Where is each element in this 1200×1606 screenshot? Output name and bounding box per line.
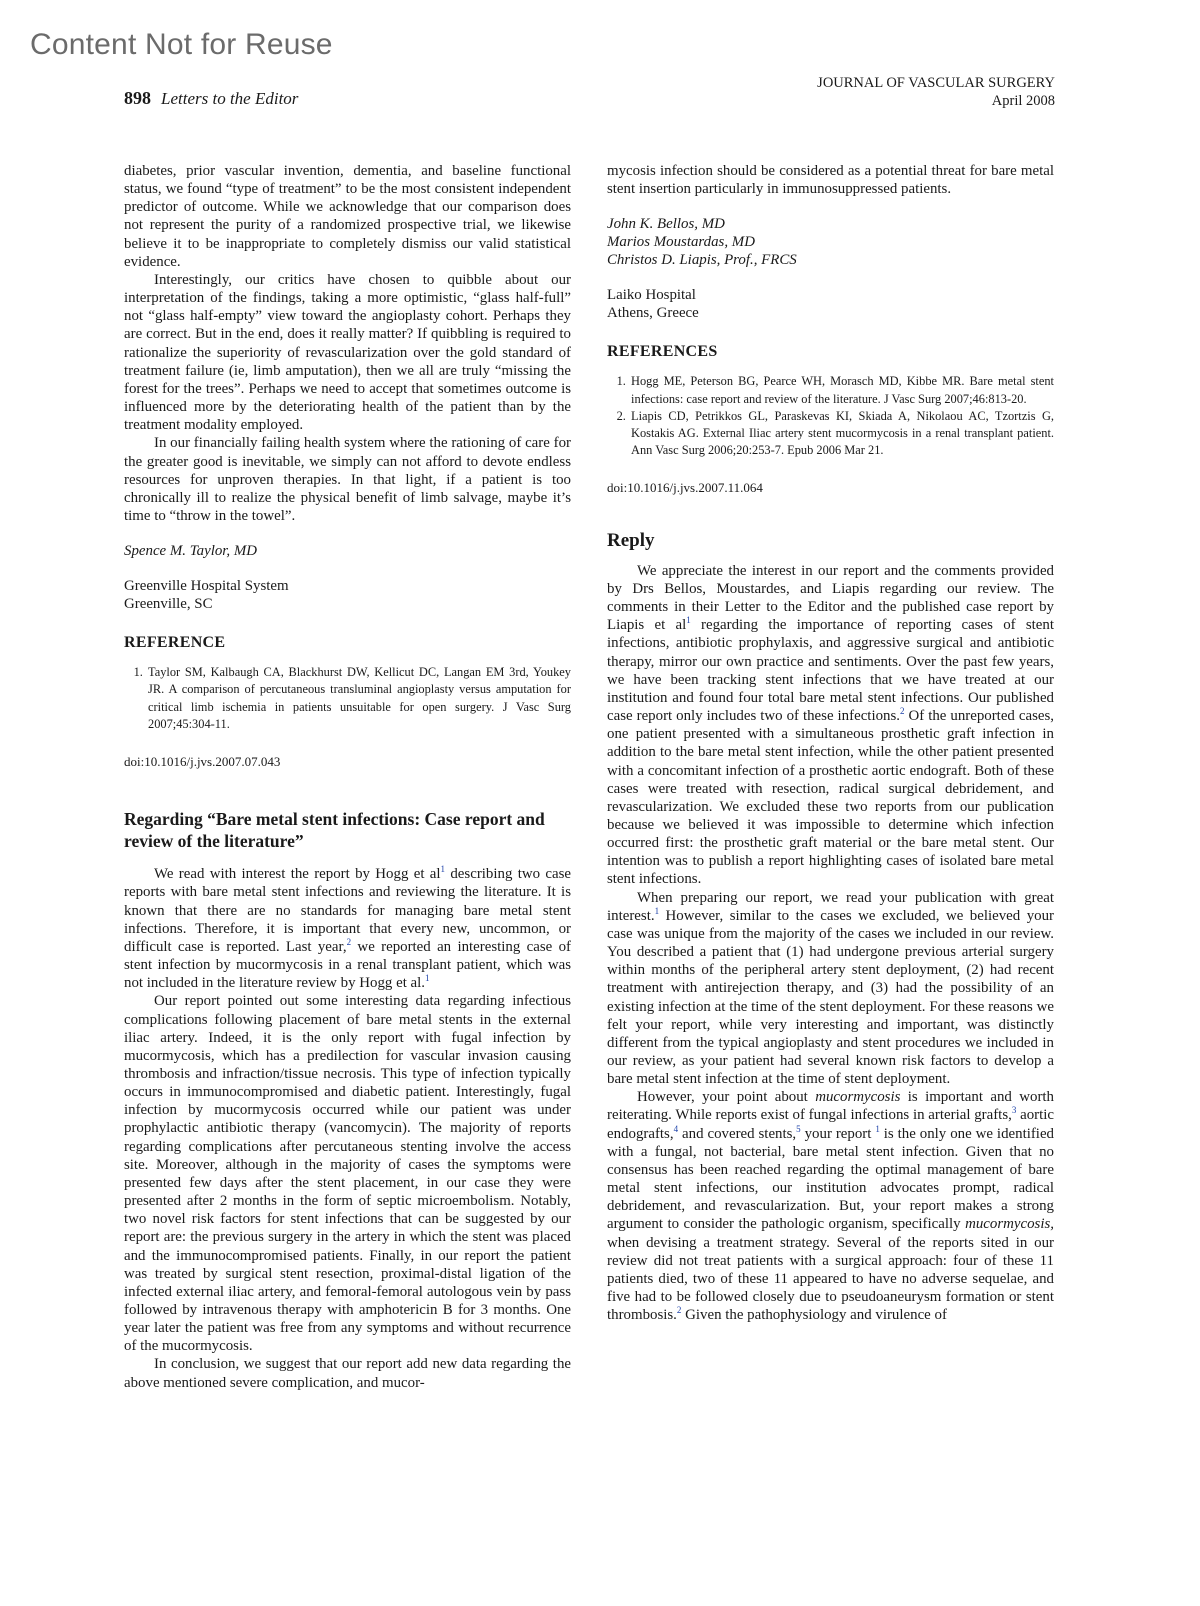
citation-link[interactable]: 1 <box>425 973 430 984</box>
citation-link[interactable]: 1 <box>440 864 446 875</box>
citation-link[interactable]: 3 <box>1011 1105 1017 1116</box>
watermark: Content Not for Reuse <box>30 28 333 61</box>
reference-item: 1. Hogg ME, Peterson BG, Pearce WH, Morasch MD, Kibbe MR. Bare metal stent infections: case report and review of the literature. J Vasc Surg 2007;46:813-20. <box>629 373 1054 407</box>
paragraph: In conclusion, we suggest that our report add new data regarding the above mentioned severe complication, and mucor- <box>124 1356 571 1391</box>
reference-item: 1. Taylor SM, Kalbaugh CA, Blackhurst DW, Kellicut DC, Langan EM 3rd, Youkey JR. A comparison of percutaneous transluminal angioplasty versus amputation for critical limb ischemia in patients unsuitable for open surgery. J Vasc Surg 2007;45:304-11. <box>146 664 571 733</box>
doi: doi:10.1016/j.jvs.2007.07.043 <box>124 754 281 770</box>
reply-heading: Reply <box>607 529 655 551</box>
citation-link[interactable]: 2 <box>676 1305 682 1316</box>
left-column <box>124 162 571 1392</box>
letter-title: Regarding “Bare metal stent infections: Case report and review of the literature” <box>124 809 545 852</box>
author-affiliation: Greenville Hospital System Greenville, SC <box>124 578 289 613</box>
running-header-left <box>124 88 298 109</box>
reference-heading: REFERENCE <box>124 634 226 652</box>
citation-link[interactable]: 1 <box>875 1123 880 1134</box>
paragraph: However, your point about mucormycosis is important and worth reiterating. While reports exist of fungal infections in arterial grafts,$^3$ aortic endografts,$^4$ and covered stents,$^5$ your report $^1$ is the only one we identified with a fungal, not bacterial, bare metal stent infection. Given that no consensus has been reached regarding the optimal management of bare metal stent infections, our institution advocates prompt, radical debridement, and revascularization. But, your report makes a strong argument to consider the pathologic organism, specifically mucormycosis, when devising a treatment strategy. Several of the reports sited in our review did not treat patients with a surgical approach: four of these 11 patients died, two of these 11 appeared to have no adverse sequelae, and five had to be followed closely due to pseudoaneurysm formation or stent thrombosis.$^2$ Given the pathophysiology and virulence of <box>607 1089 1054 1324</box>
citation-link[interactable]: 2 <box>900 706 905 717</box>
section-name: Letters to the Editor <box>161 89 299 108</box>
emphasis: mucormycosis <box>815 1089 901 1106</box>
citation-link[interactable]: 1 <box>654 905 660 916</box>
citation-link[interactable]: 4 <box>673 1123 679 1134</box>
journal-name: JOURNAL OF VASCULAR SURGERY <box>817 75 1055 91</box>
page-number: 898 <box>124 88 151 108</box>
paragraph: mycosis infection should be considered as a potential threat for bare metal stent insertion particularly in immunosuppressed patients. <box>607 163 1054 198</box>
paragraph: Our report pointed out some interesting data regarding infectious complications following placement of bare metal stents in the external iliac artery. Indeed, it is the only report with fugal infection by mucormycosis, which has a predilection for vascular invasion causing thrombosis and infraction/tissue necrosis. This type of infection typically occurs in immunocompromised and diabetic patient. Interestingly, fugal infection by mucormycosis occurred while our patient was under prophylactic antibiotic therapy (vancomycin). The majority of reports regarding complications after percutaneous stenting involve the access site. Moreover, although in the majority of cases the symptoms were presented few days after the stent placement, in our case they were presented after 2 months in the form of septic microembolism. Notably, two novel risk factors for stent infections that can be suggested by our report are: the previous surgery in the artery in which the stent was placed and the immunocompromised patients. Finally, in our report the patient was treated by surgical stent resection, proximal-distal ligation of the infected external iliac artery, and femoral-femoral autologous vein by pass followed by intravenous therapy with amphotericin B for 3 months. One year later the patient was free from any symptoms and without recurrence of the mucormycosis. <box>124 993 571 1355</box>
right-column <box>607 162 1054 1324</box>
reference-list <box>607 373 1054 459</box>
author-signature: Spence M. Taylor, MD <box>124 543 258 560</box>
paragraph: diabetes, prior vascular invention, dementia, and baseline functional status, we found “type of treatment” to be the most consistent independent predictor of outcome. While we acknowledge that our comparison does not represent the purity of a randomized prospective trial, we likewise believe it to be inappropriate to completely dismiss our valid statistical evidence. <box>124 163 571 270</box>
reference-item: 2. Liapis CD, Petrikkos GL, Paraskevas KI, Skiada A, Nikolaou AC, Tzortzis G, Kostakis AG. External Iliac artery stent mucormycosis in a renal transplant patient. Ann Vasc Surg 2006;20:253-7. Epub 2006 Mar 21. <box>629 408 1054 460</box>
doi: doi:10.1016/j.jvs.2007.11.064 <box>607 480 763 496</box>
running-header-right <box>817 74 1055 110</box>
citation-link[interactable]: 2 <box>346 936 352 947</box>
paragraph: Interestingly, our critics have chosen to quibble about our interpretation of the findings, taking a more optimistic, “glass half-full” not “glass half-empty” view toward the angioplasty cohort. Perhaps they are correct. But in the end, does it really matter? If quibbling is required to rationalize the superiority of revascularization over the gold standard of treatment failure (ie, limb amputation), then we all are truly “missing the forest for the trees”. Perhaps we need to accept that sometimes outcome is influenced more by the deteriorating health of the patient than by the treatment modality employed. <box>124 271 571 434</box>
paragraph: We appreciate the interest in our report and the comments provided by Drs Bellos, Moustardes, and Liapis regarding our review. The comments in their Letter to the Editor and the published case report by Liapis et $al^1$ regarding the importance of reporting cases of stent infections, antibiotic prophylaxis, and aggressive surgical and antibiotic therapy, mirror our own practice and sentiments. Over the past few years, we have been tracking stent infections that we have treated at our institution and found four total bare metal stent infections. Our published case report only includes two of these infections.$^2$ Of the unreported cases, one patient presented with a simultaneous prosthetic graft infection in addition to the bare metal stent infection, while the other patient presented with a concomitant infection of a prosthetic aortic endograft. Both of these cases were treated with resection, radical surgical debridement, and revascularization. We excluded these two reports from our publication because we believed it was impossible to determine which infection occurred first: the prosthetic graft material or the bare metal stent. Our intention was to publish a report highlighting cases of isolated bare metal stent infections. <box>607 562 1055 888</box>
paragraph: In our financially failing health system where the rationing of care for the greater good is inevitable, we simply can not afford to devote endless resources for unproven therapies. In that light, if a patient is too chronically ill to realize the physical benefit of limb salvage, maybe it’s time to “throw in the towel”. <box>124 435 571 524</box>
reference-list <box>124 664 571 733</box>
citation-link[interactable]: 1 <box>686 615 691 626</box>
references-heading: REFERENCES <box>607 343 718 361</box>
citation-link[interactable]: 5 <box>796 1123 801 1134</box>
paragraph: When preparing our report, we read your publication with great interest.$^1$ However, similar to the cases we excluded, we believed your case was unique from the majority of the cases we included in our review. You described a patient that (1) had undergone previous arterial surgery within months of the peripheral artery stent deployment, (2) had recent treatment with antirejection therapy, and (3) had the possibility of an existing infection at the time of the stent deployment. For these reasons we felt your report, while very interesting and important, was distinctly different from the typical angioplasty and stent procedures we included in our review, as your patient had several known risk factors to develop a bare metal stent infection at the time of stent deployment. <box>607 889 1054 1088</box>
issue-date: April 2008 <box>991 93 1055 109</box>
emphasis: mucormycosis, <box>965 1216 1054 1233</box>
author-signatures: John K. Bellos, MD Marios Moustardas, MD Christos D. Liapis, Prof., FRCS <box>607 216 797 269</box>
author-affiliation: Laiko Hospital Athens, Greece <box>607 287 699 322</box>
paragraph: We read with interest the report by Hogg et $al^1$ describing two case reports with bare metal stent infections and reviewing the literature. It is known that there are no standards for managing bare metal stent infections. Therefore, it is important that every new, uncommon, or difficult case is reported. Last year,$^2$ we reported an interesting case of stent infection by mucormycosis in a renal transplant patient, which was not included in the literature review by Hogg et al.$^1$ <box>124 864 571 992</box>
